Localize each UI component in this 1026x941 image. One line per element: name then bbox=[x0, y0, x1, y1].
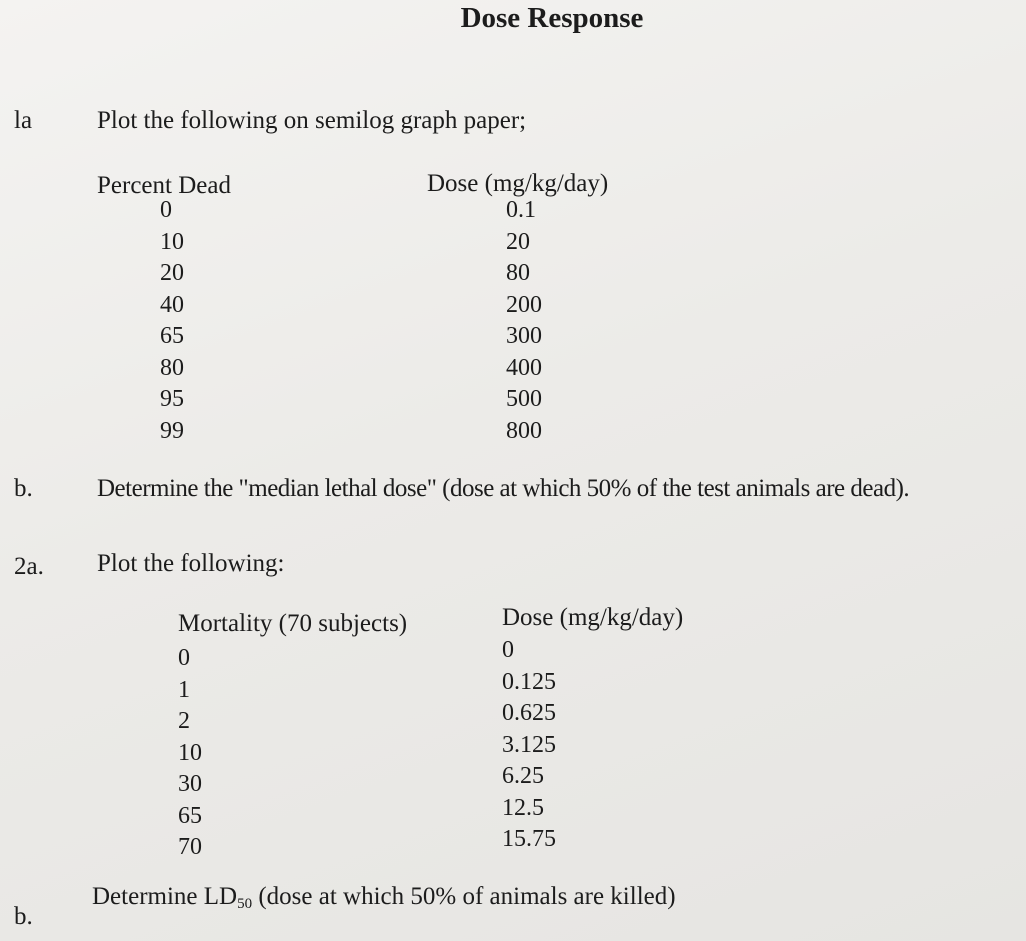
q2-mortality-cell: 70 bbox=[178, 834, 202, 860]
q1-percent-dead-cell: 20 bbox=[160, 260, 184, 286]
q1-dose-cell: 80 bbox=[506, 260, 530, 286]
ld-subscript: 50 bbox=[237, 896, 253, 912]
q1-dose-cell: 300 bbox=[506, 323, 542, 349]
q1-dose-cell: 200 bbox=[506, 291, 542, 318]
q2-dose-cell: 15.75 bbox=[502, 826, 556, 852]
q2-dose-cell: 0 bbox=[502, 637, 514, 663]
q2-mortality-cell: 65 bbox=[178, 802, 202, 829]
q1-dose-cell: 400 bbox=[506, 354, 542, 381]
question-2b-label: b. bbox=[14, 903, 33, 930]
question-1b-label: b. bbox=[14, 475, 33, 502]
q2-mortality-cell: 2 bbox=[178, 708, 190, 734]
question-2a-instruction: Plot the following: bbox=[97, 550, 285, 577]
q2-mortality-cell: 30 bbox=[178, 771, 202, 797]
q1-percent-dead-cell: 95 bbox=[160, 386, 184, 412]
q1-percent-dead-column bbox=[160, 195, 184, 447]
q2-mortality-cell: 0 bbox=[178, 645, 190, 671]
q2-dose-cell: 12.5 bbox=[502, 794, 544, 821]
q1-dose-cell: 500 bbox=[506, 386, 542, 412]
q2-dose-cell: 0.625 bbox=[502, 700, 556, 726]
q2-header-mortality: Mortality (70 subjects) bbox=[178, 610, 408, 637]
q2-dose-cell: 3.125 bbox=[502, 731, 556, 758]
question-1b-text: Determine the "median lethal dose" (dose at which 50% of the test animals are dead). bbox=[97, 475, 910, 502]
q2-mortality-cell: 10 bbox=[178, 739, 202, 766]
q2-mortality-cell: 1 bbox=[178, 676, 190, 703]
question-2b-text-before: Determine LD bbox=[92, 883, 238, 910]
q2-dose-cell: 6.25 bbox=[502, 763, 544, 789]
question-2b-text bbox=[92, 884, 676, 912]
q2-dose-column bbox=[502, 635, 556, 856]
q2-header-dose: Dose (mg/kg/day) bbox=[502, 604, 684, 631]
q1-dose-cell: 20 bbox=[506, 228, 530, 255]
q1-dose-column bbox=[506, 195, 542, 447]
question-1a-instruction: Plot the following on semilog graph paper; bbox=[97, 107, 527, 134]
q1-percent-dead-cell: 99 bbox=[160, 417, 184, 444]
q1-dose-cell: 800 bbox=[506, 417, 542, 444]
q1-header-dose: Dose (mg/kg/day) bbox=[427, 170, 609, 197]
question-2b-text-after: (dose at which 50% of animals are killed) bbox=[252, 883, 676, 910]
page-title: Dose Response bbox=[460, 2, 644, 34]
q1-percent-dead-cell: 40 bbox=[160, 291, 184, 318]
question-1a-number: la bbox=[14, 107, 33, 134]
q2-dose-cell: 0.125 bbox=[502, 668, 556, 695]
q1-header-percent-dead: Percent Dead bbox=[97, 172, 231, 199]
q1-dose-cell: 0.1 bbox=[506, 197, 536, 223]
question-2a-number: 2a. bbox=[14, 553, 44, 580]
q1-percent-dead-cell: 0 bbox=[160, 197, 172, 223]
q1-percent-dead-cell: 80 bbox=[160, 354, 184, 381]
q1-percent-dead-cell: 65 bbox=[160, 323, 184, 349]
q2-mortality-column bbox=[178, 643, 202, 864]
q1-percent-dead-cell: 10 bbox=[160, 228, 184, 255]
